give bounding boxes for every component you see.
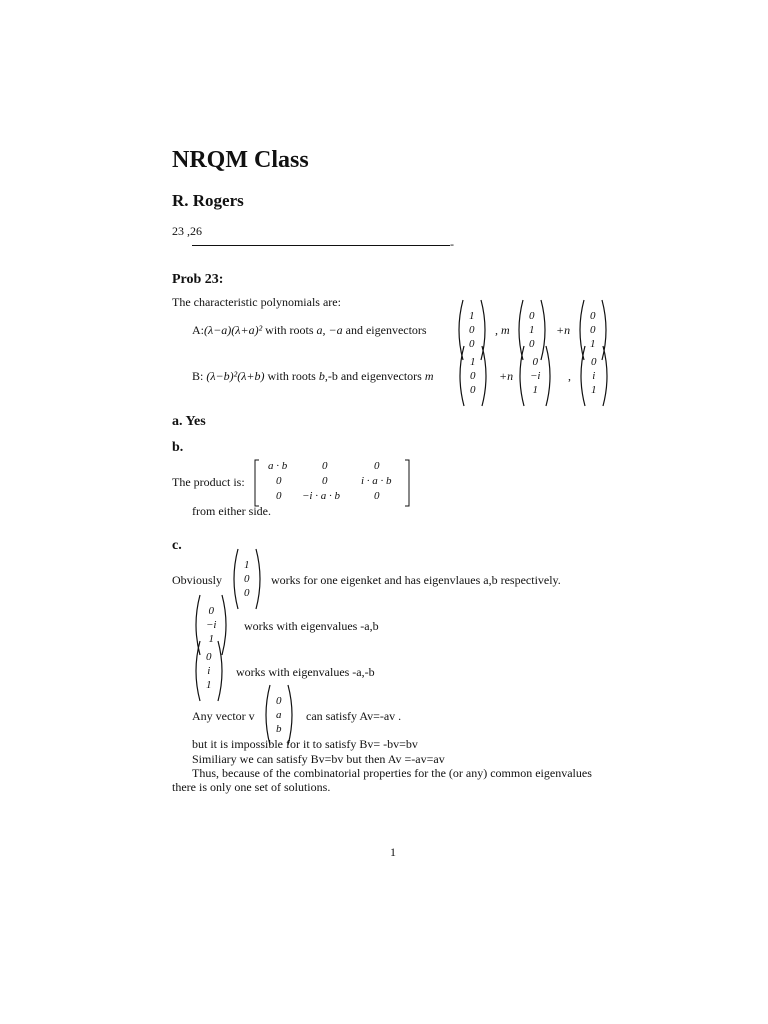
vector-c3 xyxy=(192,636,226,706)
author-name: R. Rogers xyxy=(172,191,244,210)
matrix-cell: 0 xyxy=(276,475,282,487)
left-paren xyxy=(456,345,466,407)
product-matrix xyxy=(254,459,410,507)
matrix-cell: 0 xyxy=(276,490,282,502)
vector-entry: 0 xyxy=(532,356,538,368)
rule-end-dash: - xyxy=(450,237,454,251)
page-number: 1 xyxy=(390,845,396,859)
vector-column xyxy=(466,355,480,397)
left-paren xyxy=(577,345,587,407)
line-a-prefix: A: xyxy=(192,323,204,337)
vector-entry: 0 xyxy=(529,310,535,322)
obviously-description: works for one eigenket and has eigenvlaues a,b respectively. xyxy=(271,573,561,587)
any-vector-text: Any vector v xyxy=(192,709,255,723)
line-a-sep1: , m xyxy=(495,323,510,337)
line-b-sep2: +n xyxy=(499,369,514,383)
vector-entry: 0 xyxy=(244,573,250,585)
matrix-cell: 0 xyxy=(374,490,380,502)
line-b-roots: b xyxy=(318,369,325,383)
vector-column xyxy=(272,694,286,736)
line-b-text1: with roots xyxy=(264,369,319,383)
part-b-heading: b. xyxy=(172,440,184,455)
right-paren xyxy=(601,345,611,407)
matrix-cell: −i · a · b xyxy=(302,490,340,502)
intro-text: The characteristic polynomials are: xyxy=(172,295,341,309)
vector-b1 xyxy=(456,341,490,411)
any-vector-post: can satisfy Av=-av . xyxy=(306,709,402,723)
vector-entry: −i xyxy=(206,619,217,631)
right-paren xyxy=(480,345,490,407)
vector-entry: 0 xyxy=(469,338,475,350)
line-b-text xyxy=(192,369,434,383)
matrix-right-bracket xyxy=(404,459,410,507)
vector-column xyxy=(240,558,254,600)
c3-description: works with eigenvalues -a,-b xyxy=(236,665,375,679)
vector-entry: 1 xyxy=(532,384,538,396)
vector-entry: i xyxy=(207,665,211,677)
right-paren xyxy=(254,548,264,610)
vector-column xyxy=(202,650,216,692)
vector-entry: 0 xyxy=(590,324,596,336)
from-either-side: from either side. xyxy=(192,504,271,518)
line-b-m: m xyxy=(424,369,434,383)
vector-entry: 0 xyxy=(469,324,475,336)
right-paren xyxy=(216,640,226,702)
c-line-3: Thus, because of the combinatorial properties for the (or any) common eigenvalues xyxy=(192,766,592,780)
left-paren xyxy=(230,548,240,610)
line-a-poly: (λ−a)(λ+a)² xyxy=(204,323,263,337)
obviously-text: Obviously xyxy=(172,573,223,587)
line-a-text xyxy=(192,323,427,337)
vector-entry: 1 xyxy=(208,633,214,645)
c-line-2: Similiary we can satisfy Bv=bv but then Av =-av=av xyxy=(192,752,445,766)
vector-b3 xyxy=(577,341,611,411)
vector-entry: 1 xyxy=(244,559,250,571)
vector-entry: 1 xyxy=(529,324,535,336)
vector-entry: 0 xyxy=(470,384,476,396)
matrix-cell: i · a · b xyxy=(361,475,392,487)
matrix-cell: 0 xyxy=(374,460,380,472)
c2-description: works with eigenvalues -a,b xyxy=(244,619,379,633)
horizontal-rule xyxy=(192,245,450,246)
problem-numbers: 23 ,26 xyxy=(172,224,202,238)
vector-entry: 0 xyxy=(591,356,597,368)
vector-entry: 0 xyxy=(470,370,476,382)
vector-entry: b xyxy=(276,723,282,735)
vector-entry: i xyxy=(592,370,596,382)
vector-obvious xyxy=(230,544,264,614)
vector-entry: 1 xyxy=(469,310,475,322)
part-a-heading: a. Yes xyxy=(172,414,206,429)
c-line-1: but it is impossible for it to satisfy Bv= -bv=bv xyxy=(192,737,418,751)
left-paren xyxy=(192,640,202,702)
vector-entry: 0 xyxy=(529,338,535,350)
matrix-cell: a · b xyxy=(268,460,288,472)
matrix-cell: 0 xyxy=(322,460,328,472)
c-line-4: there is only one set of solutions. xyxy=(172,780,331,794)
vector-entry: −i xyxy=(530,370,541,382)
vector-entry: 1 xyxy=(591,384,597,396)
matrix-cell: 0 xyxy=(322,475,328,487)
vector-b2 xyxy=(516,341,554,411)
vector-entry: 1 xyxy=(470,356,476,368)
vector-entry: 0 xyxy=(208,605,214,617)
vector-entry: a xyxy=(276,709,282,721)
vector-entry: 0 xyxy=(590,310,596,322)
left-paren xyxy=(516,345,526,407)
vector-entry: 0 xyxy=(276,695,282,707)
page-title: NRQM Class xyxy=(172,147,309,173)
matrix-left-bracket xyxy=(254,459,260,507)
line-a-text2: and eigenvectors xyxy=(342,323,427,337)
line-a-roots: a, −a xyxy=(316,323,343,337)
line-b-sep3: , xyxy=(568,369,571,383)
line-b-text2: ,-b and eigenvectors xyxy=(324,369,425,383)
vector-column xyxy=(587,355,601,397)
vector-entry: 0 xyxy=(244,587,250,599)
line-a-text1: with roots xyxy=(262,323,317,337)
line-b-poly: (λ−b)²(λ+b) xyxy=(206,369,265,383)
vector-entry: 1 xyxy=(206,679,212,691)
vector-entry: 0 xyxy=(206,651,212,663)
vector-column xyxy=(526,355,544,397)
line-a-sep2: +n xyxy=(556,323,571,337)
vector-entry: 1 xyxy=(590,338,596,350)
part-c-heading: c. xyxy=(172,538,182,553)
right-paren xyxy=(544,345,554,407)
line-b-prefix: B: xyxy=(192,369,207,383)
product-label: The product is: xyxy=(172,475,245,489)
prob-23-heading: Prob 23: xyxy=(172,272,224,287)
